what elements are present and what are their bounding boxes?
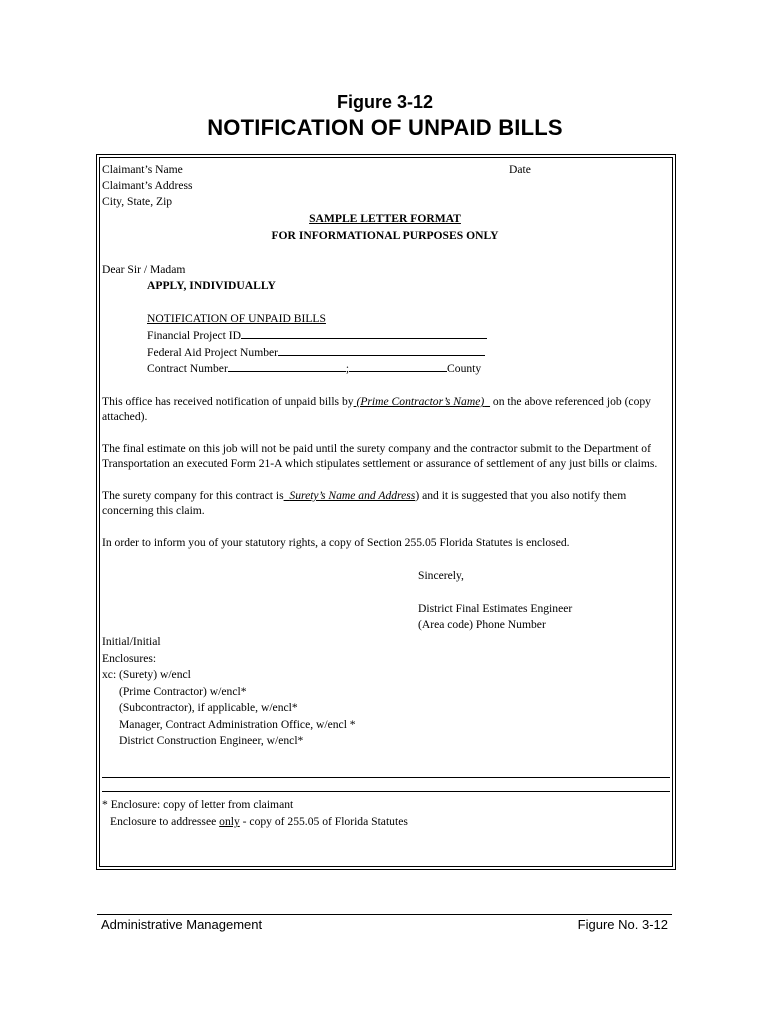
- paragraph-final-estimate: The final estimate on this job will not be paid until the surety company and the contractor submit to the Department of Transportation an executed Form 21-A which stipulates settlement or assurance of settlement of any just bills or claims.: [102, 442, 658, 470]
- p1-text-after: on the above referenced job (copy attached).: [102, 395, 651, 423]
- county-label: County: [447, 362, 482, 375]
- apply-individually: APPLY, INDIVIDUALLY: [147, 279, 276, 292]
- cc-item: (Subcontractor), if applicable, w/encl*: [119, 701, 298, 714]
- footnote-2-after: - copy of 255.05 of Florida Statutes: [239, 815, 408, 828]
- figure-label: Figure 3-12: [336, 92, 434, 112]
- cc-item: xc: (Surety) w/encl: [102, 668, 191, 681]
- initials: Initial/Initial: [102, 635, 161, 648]
- semicolon: ;: [345, 362, 350, 375]
- financial-project-id-blank: [241, 327, 487, 339]
- p1-text-before: This office has received notification of unpaid bills by: [102, 395, 354, 408]
- federal-aid-project-row: [147, 344, 485, 360]
- salutation: Dear Sir / Madam: [102, 263, 186, 276]
- financial-project-id-label: Financial Project ID: [147, 329, 242, 342]
- footer-right: Figure No. 3-12: [577, 917, 668, 932]
- claimant-address: Claimant’s Address: [102, 179, 193, 192]
- city-state-zip: City, State, Zip: [102, 195, 173, 208]
- separator-line: [102, 791, 670, 792]
- footer-rule: [97, 914, 672, 915]
- paragraph-statutory: In order to inform you of your statutory rights, a copy of Section 255.05 Florida Statutes is enclosed.: [102, 536, 570, 549]
- surety-name-address: Surety’s Name and Address: [289, 489, 416, 502]
- federal-aid-project-blank: [278, 344, 485, 356]
- surety-field: [284, 489, 416, 502]
- prime-contractor-field: [354, 395, 490, 408]
- enclosures-label: Enclosures:: [102, 652, 157, 665]
- county-blank: [349, 360, 447, 372]
- informational-heading: FOR INFORMATIONAL PURPOSES ONLY: [271, 229, 499, 242]
- prime-contractor-name: (Prime Contractor’s Name): [356, 395, 485, 408]
- closing: Sincerely,: [418, 569, 464, 582]
- signer-phone: (Area code) Phone Number: [418, 618, 546, 631]
- paragraph-surety: [102, 488, 662, 518]
- p3-text-after: ) and it is suggested that you also notify them concerning this claim.: [102, 489, 627, 517]
- sample-letter-heading: SAMPLE LETTER FORMAT: [309, 212, 461, 225]
- document-title: NOTIFICATION OF UNPAID BILLS: [207, 115, 563, 140]
- paragraph-notification: [102, 394, 662, 424]
- date-label: Date: [509, 163, 531, 176]
- claimant-name: Claimant’s Name: [102, 163, 183, 176]
- footer-left: Administrative Management: [101, 917, 263, 932]
- contract-number-label: Contract Number: [147, 362, 228, 375]
- separator-line: [102, 777, 670, 778]
- footnote-only: only: [219, 815, 240, 828]
- p3-text-before: The surety company for this contract is: [102, 489, 284, 502]
- footnote-claimant: * Enclosure: copy of letter from claimant: [102, 798, 294, 811]
- footnote-addressee: [110, 814, 408, 829]
- cc-item: Manager, Contract Administration Office, w/encl *: [119, 718, 356, 731]
- footnote-2-before: Enclosure to addressee: [110, 815, 220, 828]
- subject-line: NOTIFICATION OF UNPAID BILLS: [147, 312, 326, 325]
- financial-project-id-row: [147, 327, 487, 343]
- contract-number-row: [147, 360, 481, 376]
- signer-title: District Final Estimates Engineer: [418, 602, 573, 615]
- cc-item: District Construction Engineer, w/encl*: [119, 734, 304, 747]
- federal-aid-project-label: Federal Aid Project Number: [147, 346, 279, 359]
- cc-item: (Prime Contractor) w/encl*: [119, 685, 247, 698]
- contract-number-blank: [228, 360, 346, 372]
